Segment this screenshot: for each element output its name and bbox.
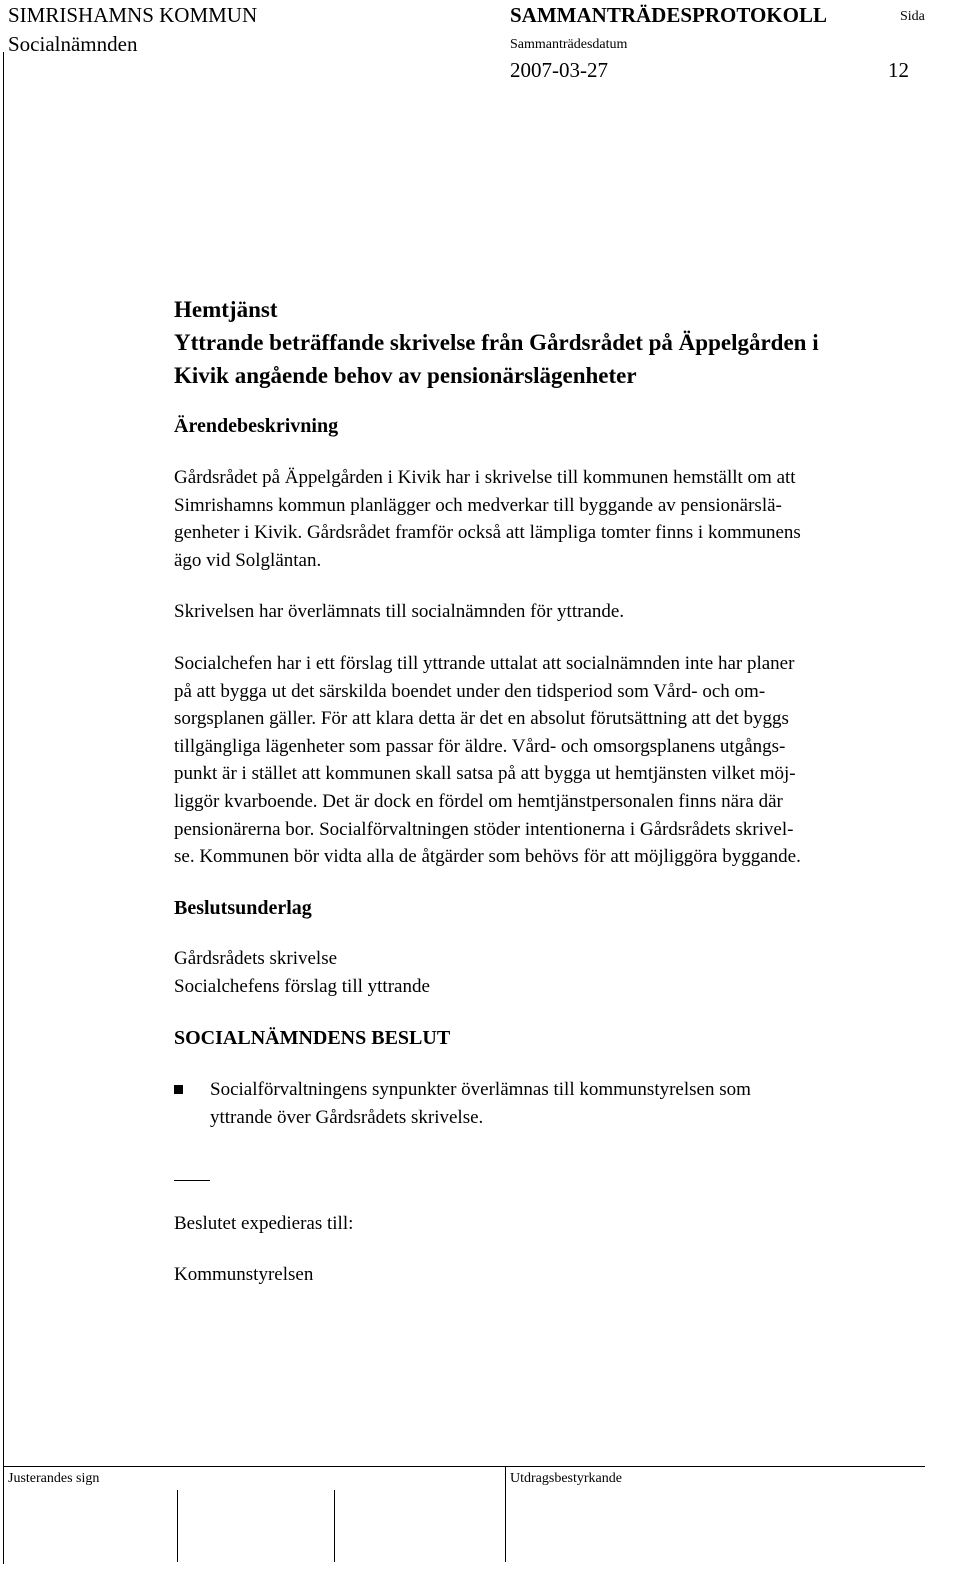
dispatch-label: Beslutet expedieras till: [174, 1213, 354, 1234]
paragraph-referral: Skrivelsen har överlämnats till socialnämnden för yttrande. [174, 601, 625, 622]
paragraph-request: Gårdsrådet på Äppelgården i Kivik har i skrivelse till kommunen hemställt om att Simrishamns kommun planlägger och medverkar till byggande av pensionärslä- genheter i Kivik. Gårdsrådet framför också att lämpliga tomter finns i kommunens ägo vid Solgläntan. [174, 467, 801, 571]
title-line-2: Yttrande beträffande skrivelse från Gårdsrådet på Äppelgården i [174, 330, 819, 355]
signature-divider-left [3, 1447, 4, 1564]
date-label: Sammanträdesdatum [510, 37, 628, 52]
basis-item-1: Gårdsrådets skrivelse [174, 948, 338, 969]
footer-justerandes-label: Justerandes sign [8, 1471, 100, 1486]
footer-utdragsbestyrkande-label: Utdragsbestyrkande [510, 1471, 622, 1486]
signature-divider-2 [334, 1490, 335, 1562]
basis-item-2: Socialchefens förslag till yttrande [174, 976, 430, 997]
municipality-name: SIMRISHAMNS KOMMUN [8, 3, 258, 27]
square-bullet-icon [174, 1085, 183, 1094]
committee-name: Socialnämnden [8, 32, 138, 56]
page-number: 12 [888, 58, 909, 82]
heading-decision: SOCIALNÄMNDENS BESLUT [174, 1027, 451, 1049]
footer-top-rule [3, 1466, 925, 1467]
document-type: SAMMANTRÄDESPROTOKOLL [510, 3, 827, 27]
case-title [174, 293, 960, 392]
separator-line [174, 1180, 210, 1181]
left-margin-rule [3, 52, 4, 1447]
heading-arendebeskrivning: Ärendebeskrivning [174, 415, 339, 437]
page-label: Sida [900, 9, 925, 24]
title-line-3: Kivik angående behov av pensionärslägenheter [174, 363, 637, 388]
dispatch-recipient: Kommunstyrelsen [174, 1264, 314, 1285]
heading-beslutsunderlag: Beslutsunderlag [174, 897, 312, 919]
decision-text: Socialförvaltningens synpunkter överlämnas till kommunstyrelsen som yttrande över Gårdsrådets skrivelse. [210, 1079, 751, 1128]
meeting-date: 2007-03-27 [510, 58, 608, 82]
signature-divider-1 [177, 1490, 178, 1562]
paragraph-proposal: Socialchefen har i ett förslag till yttrande uttalat att socialnämnden inte har planer på att bygga ut det särskilda boendet under den tidsperiod som Vård- och om- sorgsplanen gäller. För att klara detta är det en absolut förutsättning att det byggs tillgängliga lägenheter som passar för äldre. Vård- och omsorgsplanens utgångs- punkt är i stället att kommunen skall satsa på att bygga ut hemtjänsten vilket möj- liggör kvarboende. Det är dock en fördel om hemtjänstpersonalen finns nära där pensionärerna bor. Socialförvaltningen stöder intentionerna i Gårdsrådets skrivel- se. Kommunen bör vidta alla de åtgärder som behövs för att möjliggöra byggande. [174, 653, 801, 868]
title-line-1: Hemtjänst [174, 297, 278, 322]
signature-divider-3 [505, 1466, 506, 1562]
